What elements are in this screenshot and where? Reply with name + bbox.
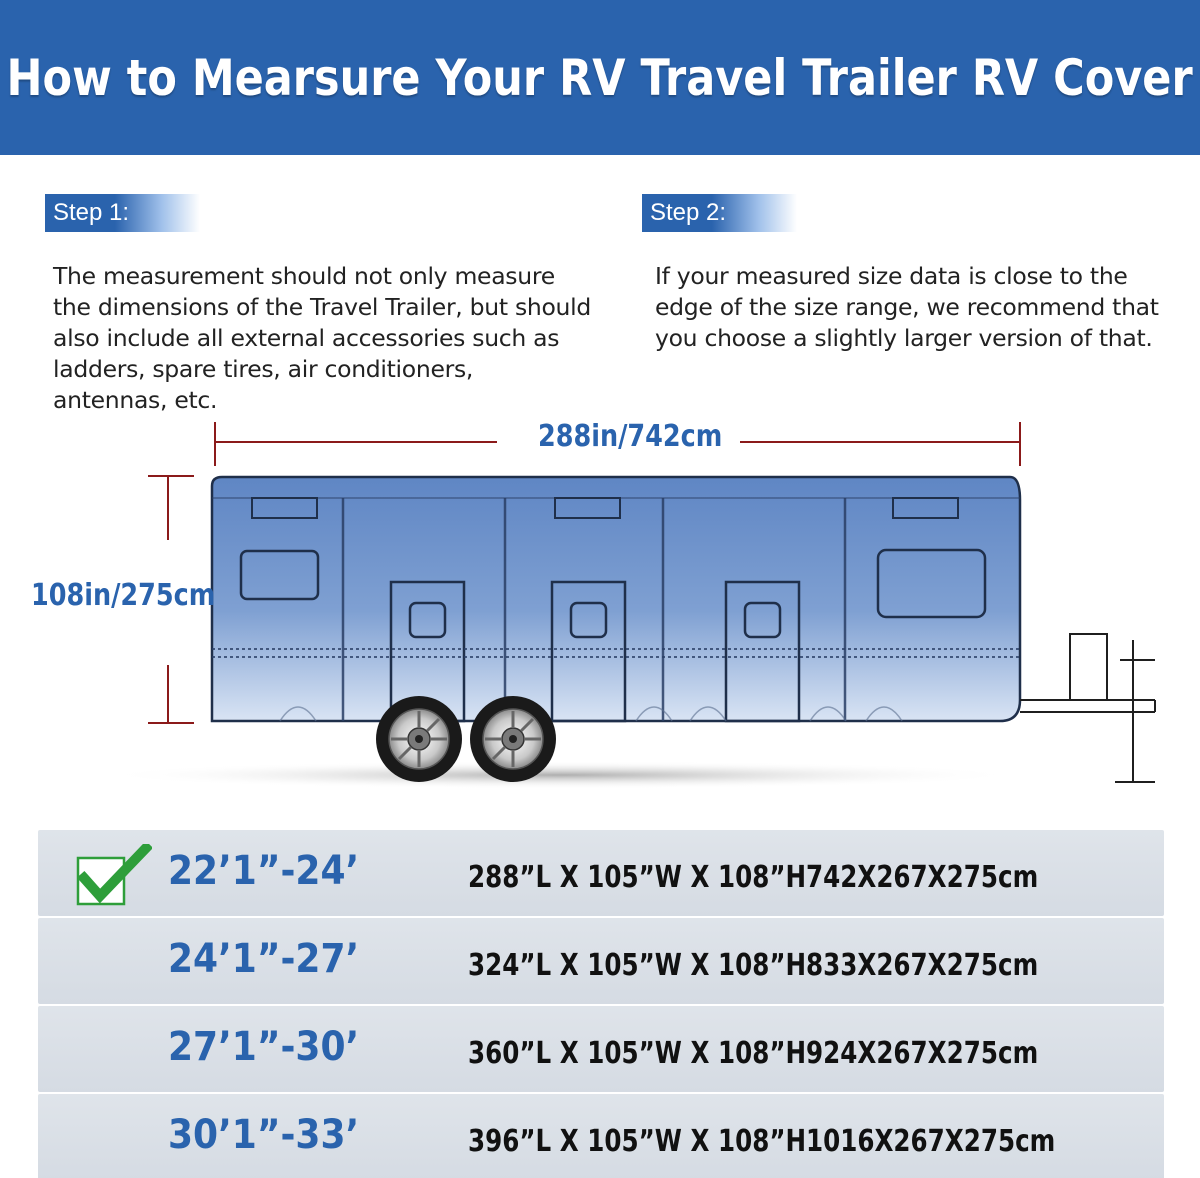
check-icon [76,844,152,908]
height-dimension-label: 108in/275cm [31,578,216,613]
length-dimension-label: 288in/742cm [538,419,723,454]
size-range: 24’1”-27’ [168,936,360,982]
size-inches: 360”L X 105”W X 108”H [468,1036,807,1071]
size-inches: 288”L X 105”W X 108”H [468,860,807,895]
size-inches: 396”L X 105”W X 108”H [468,1124,807,1159]
ground-shadow [100,761,1020,789]
wheel-front [376,696,462,782]
step1-tag: Step 1: [45,194,200,232]
size-inches: 324”L X 105”W X 108”H [468,948,807,983]
trailer-body [212,477,1020,721]
size-row[interactable] [38,918,1164,1004]
step1-text: The measurement should not only measure the dimensions of the Travel Trailer, but should also include all external accessories such as ladders, spare tires, air conditioners, antennas, etc. [53,262,591,414]
size-row[interactable] [38,830,1164,916]
title-banner [0,0,1200,155]
size-range: 27’1”-30’ [168,1024,360,1070]
size-range: 22’1”-24’ [168,848,360,894]
propane-box [1070,634,1107,700]
size-row[interactable] [38,1094,1164,1178]
wheel-rear [470,696,556,782]
page-title: How to Mearsure Your RV Travel Trailer RV Cover [6,48,1194,107]
size-cm: 924X267X275cm [806,1036,1039,1071]
size-cm: 1016X267X275cm [806,1124,1056,1159]
step2-text: If your measured size data is close to the edge of the size range, we recommend that you choose a slightly larger version of that. [655,262,1159,352]
size-cm: 833X267X275cm [806,948,1039,983]
size-row[interactable] [38,1006,1164,1092]
size-range: 30’1”-33’ [168,1112,360,1158]
size-cm: 742X267X275cm [806,860,1039,895]
step2-tag: Step 2: [642,194,797,232]
